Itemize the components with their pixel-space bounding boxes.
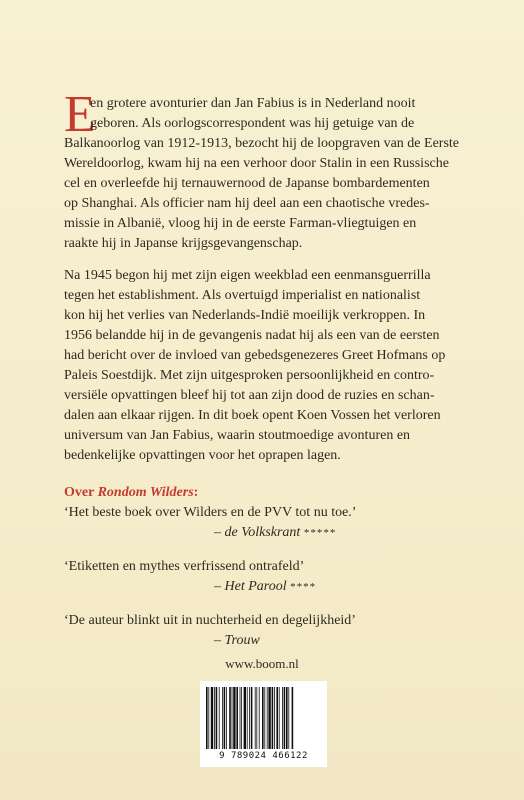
barcode-bar [259,687,260,749]
text-line: Na 1945 begon hij met zijn eigen weekblad een eenmansguerrilla [64,268,431,283]
text-line: dalen aan elkaar rijgen. In dit boek opent Koen Vossen het verloren [64,408,441,423]
barcode-bar [240,687,241,749]
barcode-bar [233,687,235,749]
barcode-bar [276,687,278,749]
barcode-bar [292,687,294,749]
barcode-bar [211,687,213,749]
barcode-bar [288,687,289,749]
barcode-bar [236,687,238,749]
barcode-bar [241,687,242,749]
review-stars: ***** [303,527,337,539]
text-line: Wereldoorlog, kwam hij na een verhoor door Stalin in een Russische [64,156,449,171]
barcode-bars [206,687,321,749]
barcode-bar [255,687,256,749]
barcode-bar [256,687,257,749]
isbn-number: 9 789024 466122 [219,751,308,761]
barcode-bar [244,687,246,749]
review-source [64,523,474,543]
review-source [64,631,474,651]
barcode-bar [284,687,286,749]
text-line: en grotere avonturier dan Jan Fabius is in Nederland nooit [90,96,416,111]
publisher-website: www.boom.nl [225,656,299,671]
reviews-heading-suffix: : [193,485,199,500]
text-line: missie in Albanië, vloog hij in de eerste Farman-vliegtuigen en [64,216,417,231]
review-quotes [64,483,474,651]
blurb-paragraph-2 [64,266,474,466]
text-line: cel en overleefde hij ternauwernood de Japanse bombardementen [64,176,430,191]
barcode-bar [232,687,233,749]
drop-cap: E [64,86,96,143]
text-line: kon hij het verlies van Nederlands-Indië moeilijk verkroppen. In [64,308,426,323]
text-line: tegen het establishment. Als overtuigd imperialist en nationalist [64,288,421,303]
barcode-bar [206,687,208,749]
text-line: raakte hij in Japanse krijgsgevangenschap. [64,236,303,251]
barcode-bar [251,687,253,749]
review-quote: ‘Etiketten en mythes verfrissend ontrafeld’ [64,559,305,574]
barcode-bar [274,687,275,749]
review-source-name: – Trouw [214,633,260,648]
isbn-barcode [200,681,327,767]
barcode-bar [222,687,223,749]
text-line: universum van Jan Fabius, waarin stoutmoedige avonturen en [64,428,411,443]
text-line: bedenkelijke opvattingen voor het oprapen lagen. [64,448,341,463]
barcode-bar [224,687,226,749]
review-source-name: – de Volkskrant [214,525,301,540]
barcode-bar [286,687,288,749]
barcode-bar [226,687,227,749]
review-stars: **** [290,581,317,593]
review-source-name: – Het Parool [214,579,287,594]
barcode-bar [262,687,264,749]
text-line: 1956 belandde hij in de gevangenis nadat hij als een van de eersten [64,328,440,343]
barcode-bar [282,687,283,749]
reviews-heading-prefix: Over [64,485,98,500]
barcode-bar [272,687,274,749]
barcode-bar [214,687,215,749]
barcode-bar [208,687,209,749]
review-source [64,577,474,597]
reviews-heading-title: Rondom Wilders [97,485,194,500]
barcode-bar [247,687,248,749]
barcode-bar [216,687,218,749]
blurb-paragraph-1 [64,86,474,254]
text-line: geboren. Als oorlogscorrespondent was hij getuige van de [90,116,415,131]
text-line: versiële opvattingen bleef hij tot aan zijn dood de ruzies en schan- [64,388,435,403]
barcode-bar [264,687,265,749]
text-line: Balkanoorlog van 1912-1913, bezocht hij de loopgraven van de Eerste [64,136,459,151]
barcode-bar [219,687,220,749]
barcode-bar [249,687,250,749]
reviews-heading [64,483,474,503]
text-line: had bericht over de invloed van gebedsgenezeres Greet Hofmans op [64,348,446,363]
review-quote: ‘De auteur blinkt uit in nuchterheid en degelijkheid’ [64,613,356,628]
barcode-bar [268,687,270,749]
text-line: Paleis Soestdijk. Met zijn uitgesproken persoonlijkheid en contro- [64,368,435,383]
barcode-bar [229,687,231,749]
text-line: op Shanghai. Als officier nam hij deel aan een chaotische vredes- [64,196,430,211]
barcode-bar [267,687,268,749]
review-quote: ‘Het beste boek over Wilders en de PVV tot nu toe.’ [64,505,357,520]
barcode-bar [279,687,280,749]
